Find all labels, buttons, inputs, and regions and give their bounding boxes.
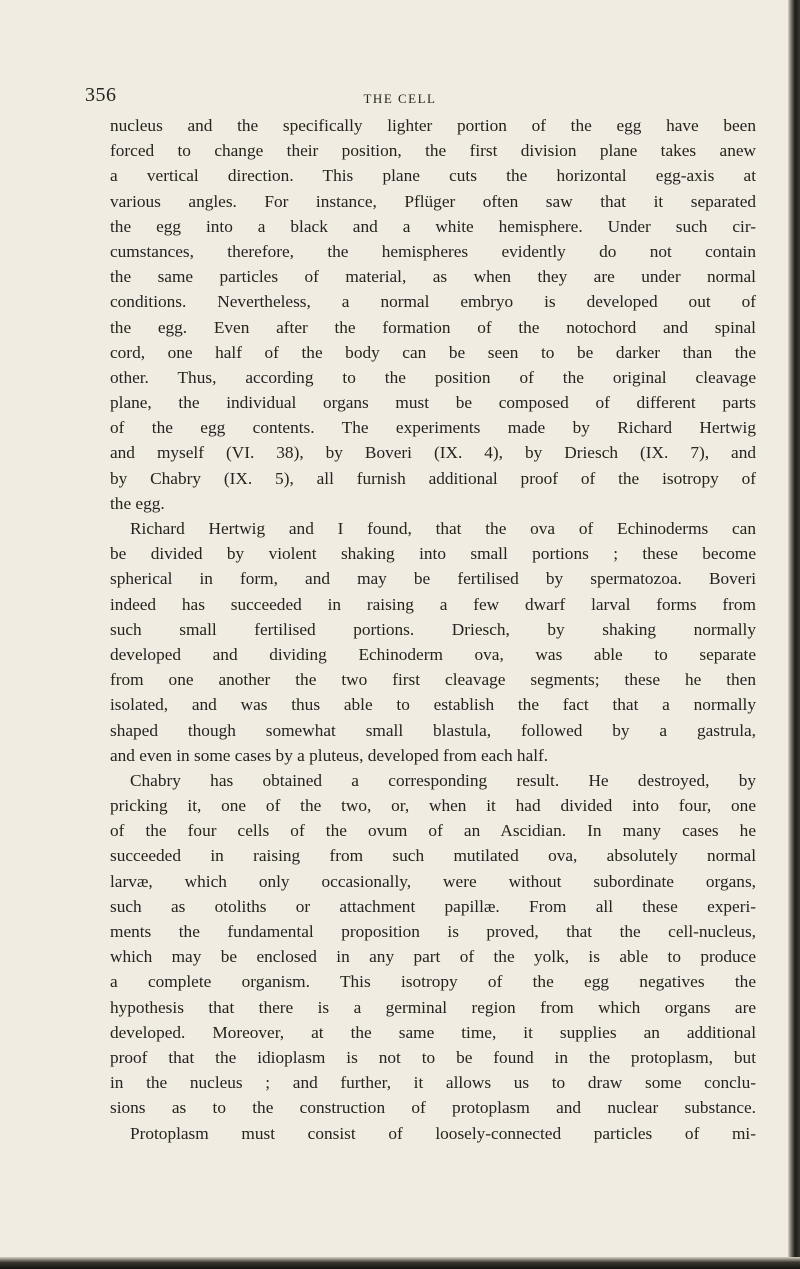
text-line: developed. Moreover, at the same time, it supplies an additional — [110, 1022, 756, 1042]
text-line: various angles. For instance, Pflüger often saw that it separated — [110, 191, 756, 211]
text-line: a vertical direction. This plane cuts the horizontal egg-axis at — [110, 166, 756, 186]
text-line: the egg. Even after the formation of the notochord and spinal — [110, 317, 756, 337]
running-head — [0, 84, 790, 108]
text-line: from one another the two first cleavage segments; these he then — [110, 670, 756, 690]
text-line: developed and dividing Echinoderm ova, was able to separate — [110, 644, 756, 664]
text-line: sions as to the construction of protoplasm and nuclear substance. — [110, 1098, 756, 1118]
text-line: Richard Hertwig and I found, that the ova of Echinoderms can — [130, 519, 756, 538]
page-number: 356 — [85, 84, 117, 106]
text-line: plane, the individual organs must be composed of different parts — [110, 393, 756, 413]
text-line: such small fertilised portions. Driesch, by shaking normally — [110, 619, 756, 639]
text-line: of the four cells of the ovum of an Ascidian. In many cases he — [110, 821, 756, 841]
text-line: in the nucleus ; and further, it allows us to draw some conclu- — [110, 1073, 756, 1093]
text-line: Chabry has obtained a corresponding result. He destroyed, by — [130, 770, 756, 790]
text-line: Protoplasm must consist of loosely-connected particles of mi- — [130, 1123, 756, 1143]
text-line: which may be enclosed in any part of the yolk, is able to produce — [110, 947, 756, 967]
text-line: the egg into a black and a white hemisphere. Under such cir- — [110, 216, 756, 236]
text-line: cumstances, therefore, the hemispheres evidently do not contain — [110, 241, 756, 261]
text-line: indeed has succeeded in raising a few dwarf larval forms from — [110, 594, 756, 614]
text-line: ments the fundamental proposition is proved, that the cell-nucleus, — [110, 922, 756, 941]
body-text — [110, 113, 756, 1146]
text-line: larvæ, which only occasionally, were without subordinate organs, — [110, 871, 756, 891]
page-edge-shadow-bottom — [0, 1257, 800, 1269]
text-line: such as otoliths or attachment papillæ. From all these experi- — [110, 896, 756, 916]
text-line: be divided by violent shaking into small portions ; these become — [110, 544, 756, 564]
text-line: shaped though somewhat small blastula, followed by a gastrula, — [110, 720, 756, 740]
text-line: forced to change their position, the first division plane takes anew — [110, 141, 756, 161]
text-line: by Chabry (IX. 5), all furnish additional proof of the isotropy of — [110, 468, 756, 488]
text-line: and even in some cases by a pluteus, developed from each half. — [110, 745, 549, 765]
text-line: proof that the idioplasm is not to be found in the protoplasm, but — [110, 1047, 756, 1067]
text-line: a complete organism. This isotropy of the egg negatives the — [110, 972, 756, 992]
text-line: the egg. — [110, 493, 165, 513]
text-line: cord, one half of the body can be seen to be darker than the — [110, 342, 756, 362]
text-line: of the egg contents. The experiments made by Richard Hertwig — [110, 418, 756, 438]
text-line: and myself (VI. 38), by Boveri (IX. 4), by Driesch (IX. 7), and — [110, 443, 756, 463]
text-line: succeeded in raising from such mutilated ova, absolutely normal — [110, 846, 756, 866]
text-line: isolated, and was thus able to establish the fact that a normally — [110, 695, 756, 715]
text-line: spherical in form, and may be fertilised by spermatozoa. Boveri — [110, 569, 756, 589]
running-title: THE CELL — [363, 91, 437, 106]
page-edge-shadow-right — [788, 0, 800, 1269]
text-line: pricking it, one of the two, or, when it had divided into four, one — [110, 796, 756, 816]
text-line: hypothesis that there is a germinal region from which organs are — [110, 997, 756, 1017]
text-line: the same particles of material, as when they are under normal — [110, 267, 756, 287]
text-line: conditions. Nevertheless, a normal embryo is developed out of — [110, 292, 756, 312]
text-line: nucleus and the specifically lighter portion of the egg have been — [110, 116, 756, 135]
text-line: other. Thus, according to the position of the original cleavage — [110, 367, 756, 387]
